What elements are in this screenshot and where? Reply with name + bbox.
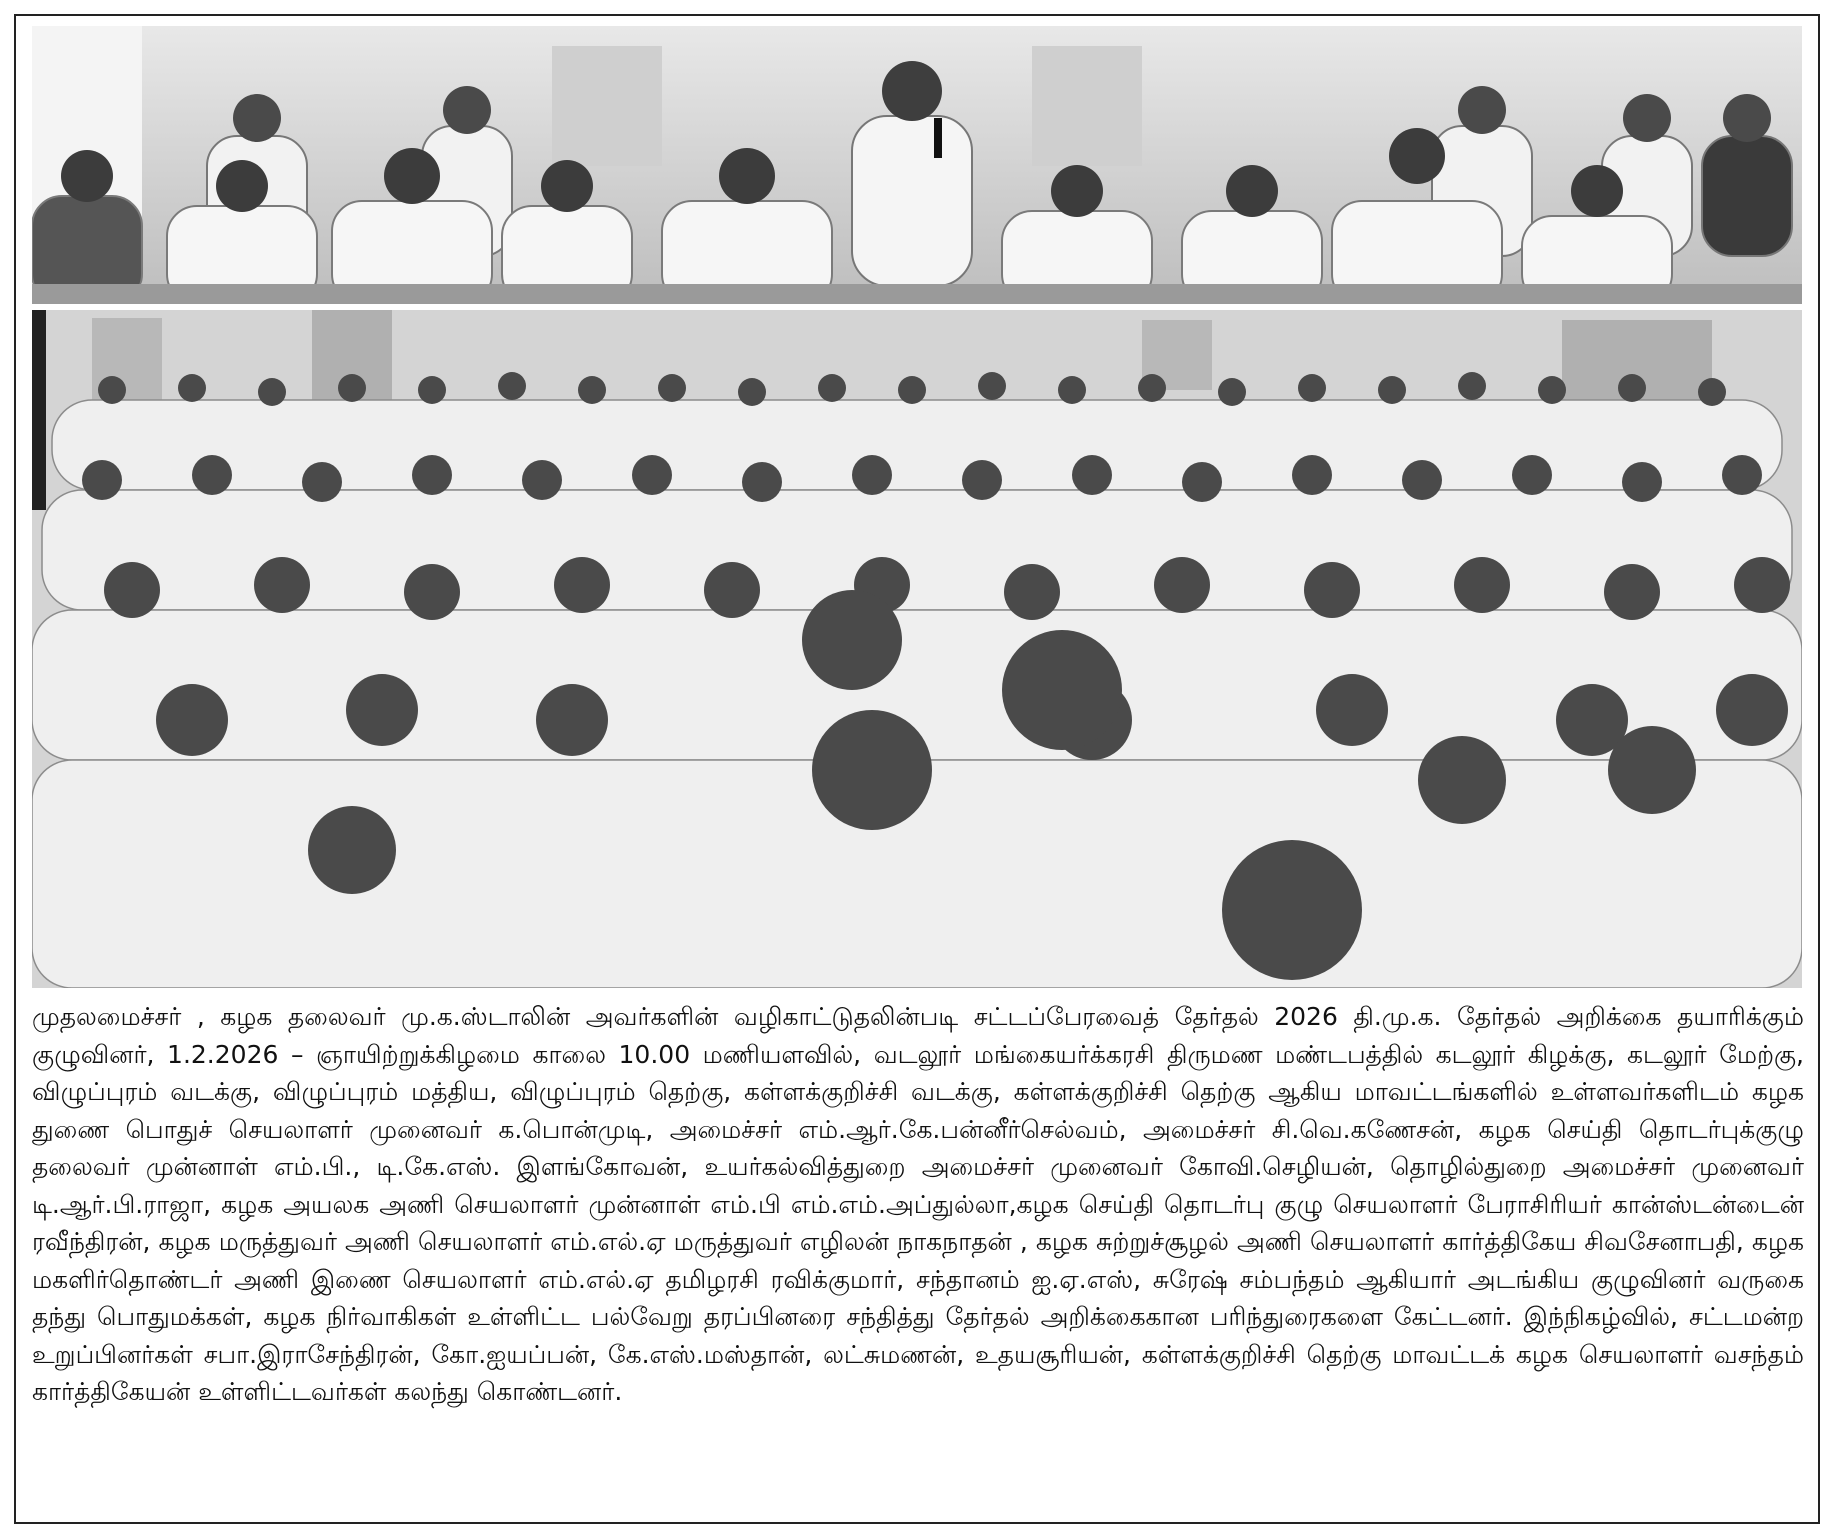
speaker-head	[882, 61, 942, 121]
audience-rows	[32, 372, 1802, 988]
news-clipping	[14, 14, 1820, 1524]
audience-photo-drawing	[32, 310, 1802, 988]
stage-table	[32, 284, 1802, 304]
stage-panel-photo	[32, 26, 1802, 304]
speaker-figure	[852, 116, 972, 286]
microphone-icon	[934, 118, 942, 158]
stage-window	[552, 46, 662, 166]
audience-crowd-photo	[32, 310, 1802, 988]
news-caption: முதலமைச்சர் , கழக தலைவர் மு.க.ஸ்டாலின் அவர்களின் வழிகாட்டுதலின்படி சட்டப்பேரவைத் தேர்தல் 2026 தி.மு.க. தேர்தல் அறிக்கை தயாரிக்கும் குழுவினர், 1.2.2026 – ஞாயிற்றுக்கிழமை காலை 10.00 மணியளவில், வடலூர் மங்கையர்க்கரசி திருமண மண்டபத்தில் கடலூர் கிழக்கு, கடலூர் மேற்கு, விழுப்புரம் வடக்கு, விழுப்புரம் மத்திய, விழுப்புரம் தெற்கு, கள்ளக்குறிச்சி வடக்கு, கள்ளக்குறிச்சி தெற்கு ஆகிய மாவட்டங்களில் உள்ளவர்களிடம் கழக துணை பொதுச் செயலாளர் முனைவர் க.பொன்முடி, அமைச்சர் எம்.ஆர்.கே.பன்னீர்செல்வம், அமைச்சர் சி.வெ.கணேசன், கழக செய்தி தொடர்புக்குழு தலைவர் முன்னாள் எம்.பி., டி.கே.எஸ். இளங்கோவன், உயர்கல்வித்துறை அமைச்சர் முனைவர் கோவி.செழியன், தொழில்துறை அமைச்சர் முனைவர் டி.ஆர்.பி.ராஜா, கழக அயலக அணி செயலாளர் முன்னாள் எம்.பி எம்.எம்.அப்துல்லா,கழக செய்தி தொடர்பு குழு செயலாளர் பேராசிரியர் கான்ஸ்டன்டைன் ரவீந்திரன், கழக மருத்துவர் அணி செயலாளர் எம்.எல்.ஏ மருத்துவர் எழிலன் நாகநாதன் , கழக சுற்றுச்சூழல் அணி செயலாளர் கார்த்திகேய சிவசேனாபதி, கழக மகளிர்தொண்டர் அணி இணை செயலாளர் எம்.எல்.ஏ தமிழரசி ரவிக்குமார், சந்தானம் ஐ.ஏ.எஸ், சுரேஷ் சம்பந்தம் ஆகியார் அடங்கிய குழுவினர் வருகை தந்து பொதுமக்கள், கழக நிர்வாகிகள் உள்ளிட்ட பல்வேறு தரப்பினரை சந்தித்து தேர்தல் அறிக்கைகான பரிந்துரைகளை கேட்டனர். இந்நிகழ்வில், சட்டமன்ற உறுப்பினர்கள் சபா.இராசேந்திரன், கோ.ஐயப்பன், கே.எஸ்.மஸ்தான், லட்சுமணன், உதயசூரியன், கள்ளக்குறிச்சி தெற்கு மாவட்டக் கழக செயலாளர் வசந்தம் கார்த்திகேயன் உள்ளிட்டவர்கள் கலந்து கொண்டனர்.	[32, 1002, 1804, 1406]
stage-window	[1032, 46, 1142, 166]
left-camera-stand	[32, 310, 46, 510]
stage-photo-drawing	[32, 26, 1802, 304]
